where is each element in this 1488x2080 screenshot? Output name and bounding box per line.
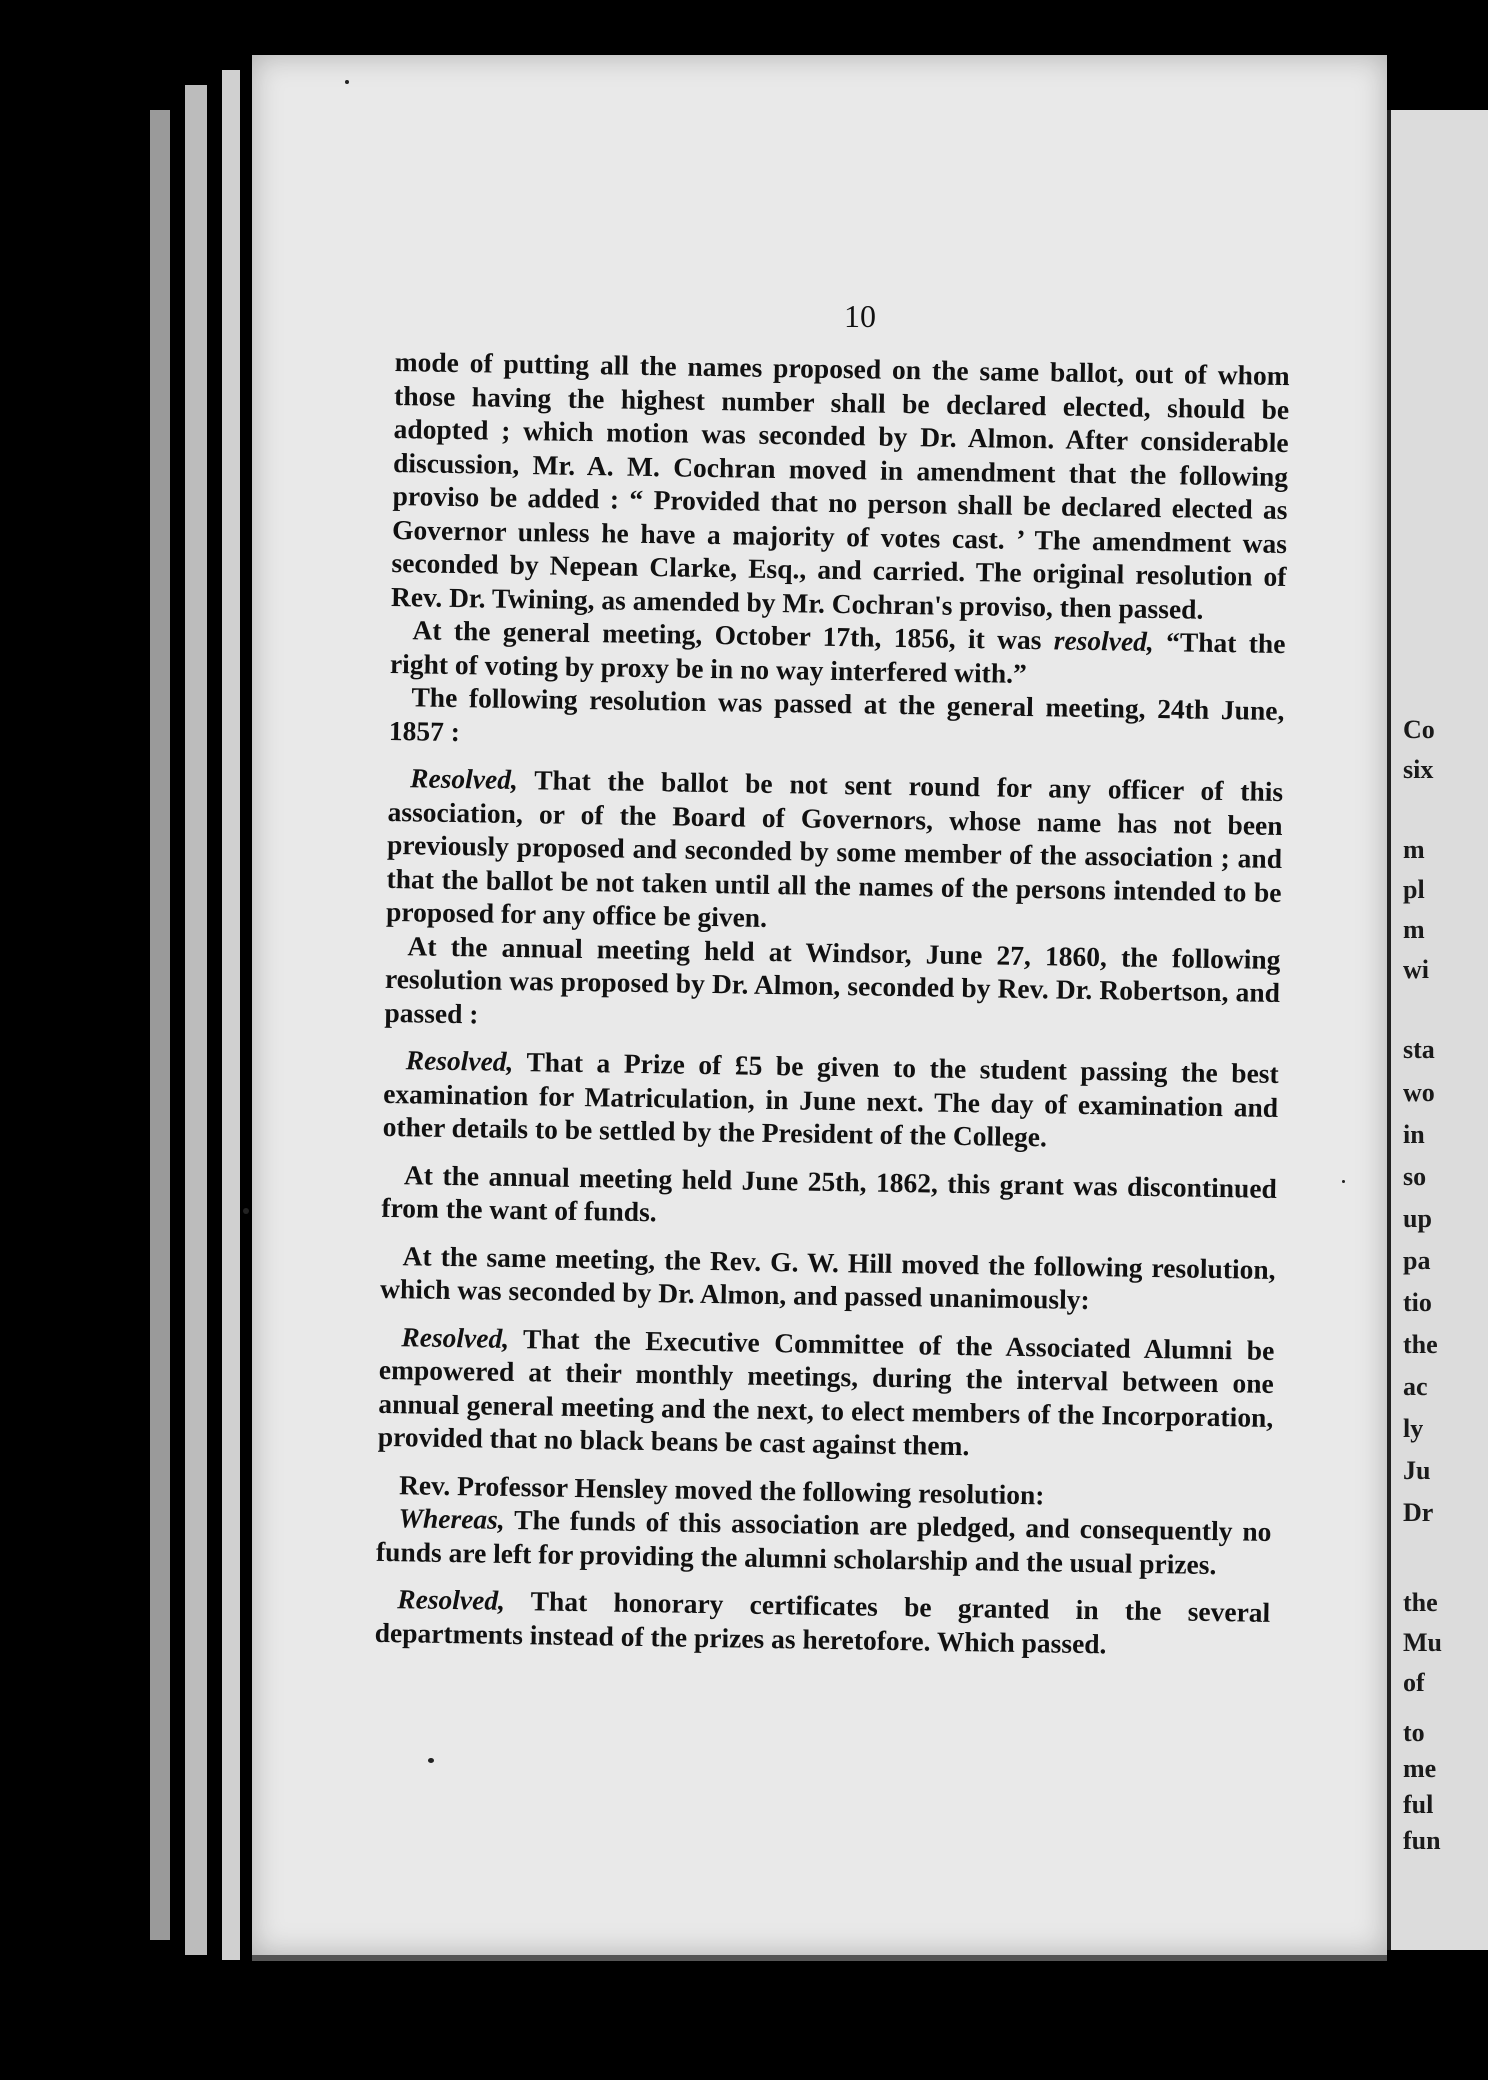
paragraph — [375, 1582, 1271, 1663]
adjacent-fragment: the — [1403, 1330, 1438, 1359]
paragraph-text: Rev. Professor Hensley moved the following resolution: — [398, 1468, 1045, 1510]
adjacent-fragment: tio — [1403, 1288, 1432, 1317]
page-edge — [222, 70, 240, 1960]
adjacent-fragment: six — [1403, 755, 1434, 784]
paragraph-text: That honorary certificates be granted in the several departments instead of the prizes as heretofore. Which passed. — [374, 1584, 1271, 1659]
resolution-lead: Resolved, — [405, 1044, 514, 1077]
paragraph-text: mode of putting all the names proposed on the same ballot, out of whom those having the highest number shall be declared elected, should be adopted ; which motion was seconded by Dr. Almon. After considerable discussion, Mr. A. M. Cochran moved in amendment that the following proviso be added : “ Provided that no person shall be declared elected as Governor unless he have a majority of votes cast. ’ The amendment was seconded by Nepean Clarke, Esq., and carried. The original resolution of Rev. Dr. Twining, as amended by Mr. Cochran's proviso, then passed. — [390, 345, 1290, 625]
paragraph-text: “That the right of voting by proxy be in no way interfered with.” — [389, 625, 1286, 689]
scan-speck — [243, 1208, 249, 1214]
adjacent-fragment: Ju — [1403, 1456, 1431, 1485]
body-text — [375, 345, 1290, 1663]
adjacent-fragment: ac — [1403, 1372, 1428, 1401]
adjacent-fragment: in — [1403, 1120, 1425, 1149]
adjacent-fragment: Co — [1403, 715, 1435, 744]
adjacent-fragment: m — [1403, 835, 1425, 864]
page-edge — [185, 85, 207, 1955]
adjacent-fragment: fun — [1403, 1826, 1441, 1855]
page-number: 10 — [844, 298, 876, 334]
page-edge — [150, 110, 170, 1940]
paragraph-text: At the annual meeting held June 25th, 1862, this grant was discontinued from the want of funds. — [381, 1158, 1278, 1228]
adjacent-fragment: ly — [1403, 1414, 1424, 1443]
resolution-lead: Resolved, — [401, 1320, 510, 1354]
paragraph — [389, 680, 1285, 761]
adjacent-fragment: the — [1403, 1588, 1438, 1617]
adjacent-page-strip — [1387, 110, 1488, 1950]
paragraph — [381, 1157, 1277, 1238]
paragraph-text: That a Prize of £5 be given to the student passing the best examination for Matriculation, in June next. The day of examination and other details to be settled by the President of the College. — [382, 1045, 1279, 1153]
scan-speck — [345, 80, 349, 84]
paragraph — [382, 1043, 1278, 1158]
italic-term: resolved, — [1053, 624, 1155, 657]
adjacent-fragment: to — [1403, 1718, 1425, 1747]
paragraph — [386, 761, 1284, 943]
page-bottom-edge — [252, 1955, 1387, 1961]
resolution-lead: Resolved, — [409, 762, 519, 795]
paragraph-text: At the same meeting, the Rev. G. W. Hill moved the following resolution, which was seconded by Dr. Almon, and passed unanimously: — [379, 1239, 1276, 1316]
paragraph-text: That the ballot be not sent round for any officer of this association, or of the Board of Governors, whose name has not been previously proposed and seconded by some member of the association ; and that the ballot be not taken until all the names of the persons intended to be proposed for any office be given. — [385, 763, 1284, 933]
scan-speck — [1342, 1180, 1345, 1183]
paragraph-text: That the Executive Committee of the Associated Alumni be empowered at their monthly meetings, during the interval between one annual general meeting and the next, to elect members of the Incorporation, provided that no black beans be cast against them. — [377, 1322, 1275, 1462]
adjacent-fragment: me — [1403, 1754, 1437, 1783]
adjacent-fragment: so — [1403, 1162, 1427, 1191]
paragraph — [380, 1238, 1276, 1319]
resolution-lead: Resolved, — [397, 1583, 506, 1616]
adjacent-fragment: pa — [1403, 1246, 1431, 1275]
adjacent-fragment: pl — [1403, 875, 1425, 904]
paragraph — [384, 928, 1280, 1043]
paragraph — [391, 345, 1290, 627]
adjacent-fragment: of — [1403, 1668, 1425, 1697]
resolution-lead: Whereas, — [398, 1502, 505, 1535]
adjacent-fragment: Dr — [1403, 1498, 1434, 1527]
paragraph — [378, 1319, 1275, 1467]
paragraph-text: At the general meeting, October 17th, 1856, it was — [412, 614, 1055, 656]
adjacent-fragment: sta — [1403, 1035, 1435, 1064]
adjacent-fragment: wo — [1403, 1078, 1435, 1107]
paragraph — [376, 1501, 1272, 1582]
adjacent-fragment: ful — [1403, 1790, 1434, 1819]
adjacent-fragment: m — [1403, 915, 1425, 944]
paragraph-text: The funds of this association are pledged, and consequently no funds are left for providing the alumni scholarship and the usual prizes. — [375, 1503, 1272, 1580]
adjacent-fragment: wi — [1403, 955, 1429, 984]
adjacent-fragment: up — [1403, 1204, 1432, 1233]
scan-speck — [428, 1758, 434, 1763]
paragraph-text: The following resolution was passed at the general meeting, 24th June, 1857 : — [388, 681, 1285, 747]
adjacent-fragment: Mu — [1403, 1628, 1442, 1657]
paragraph-text: At the annual meeting held at Windsor, June 27, 1860, the following resolution was proposed by Dr. Almon, seconded by Rev. Dr. Robertson, and passed : — [384, 929, 1281, 1029]
